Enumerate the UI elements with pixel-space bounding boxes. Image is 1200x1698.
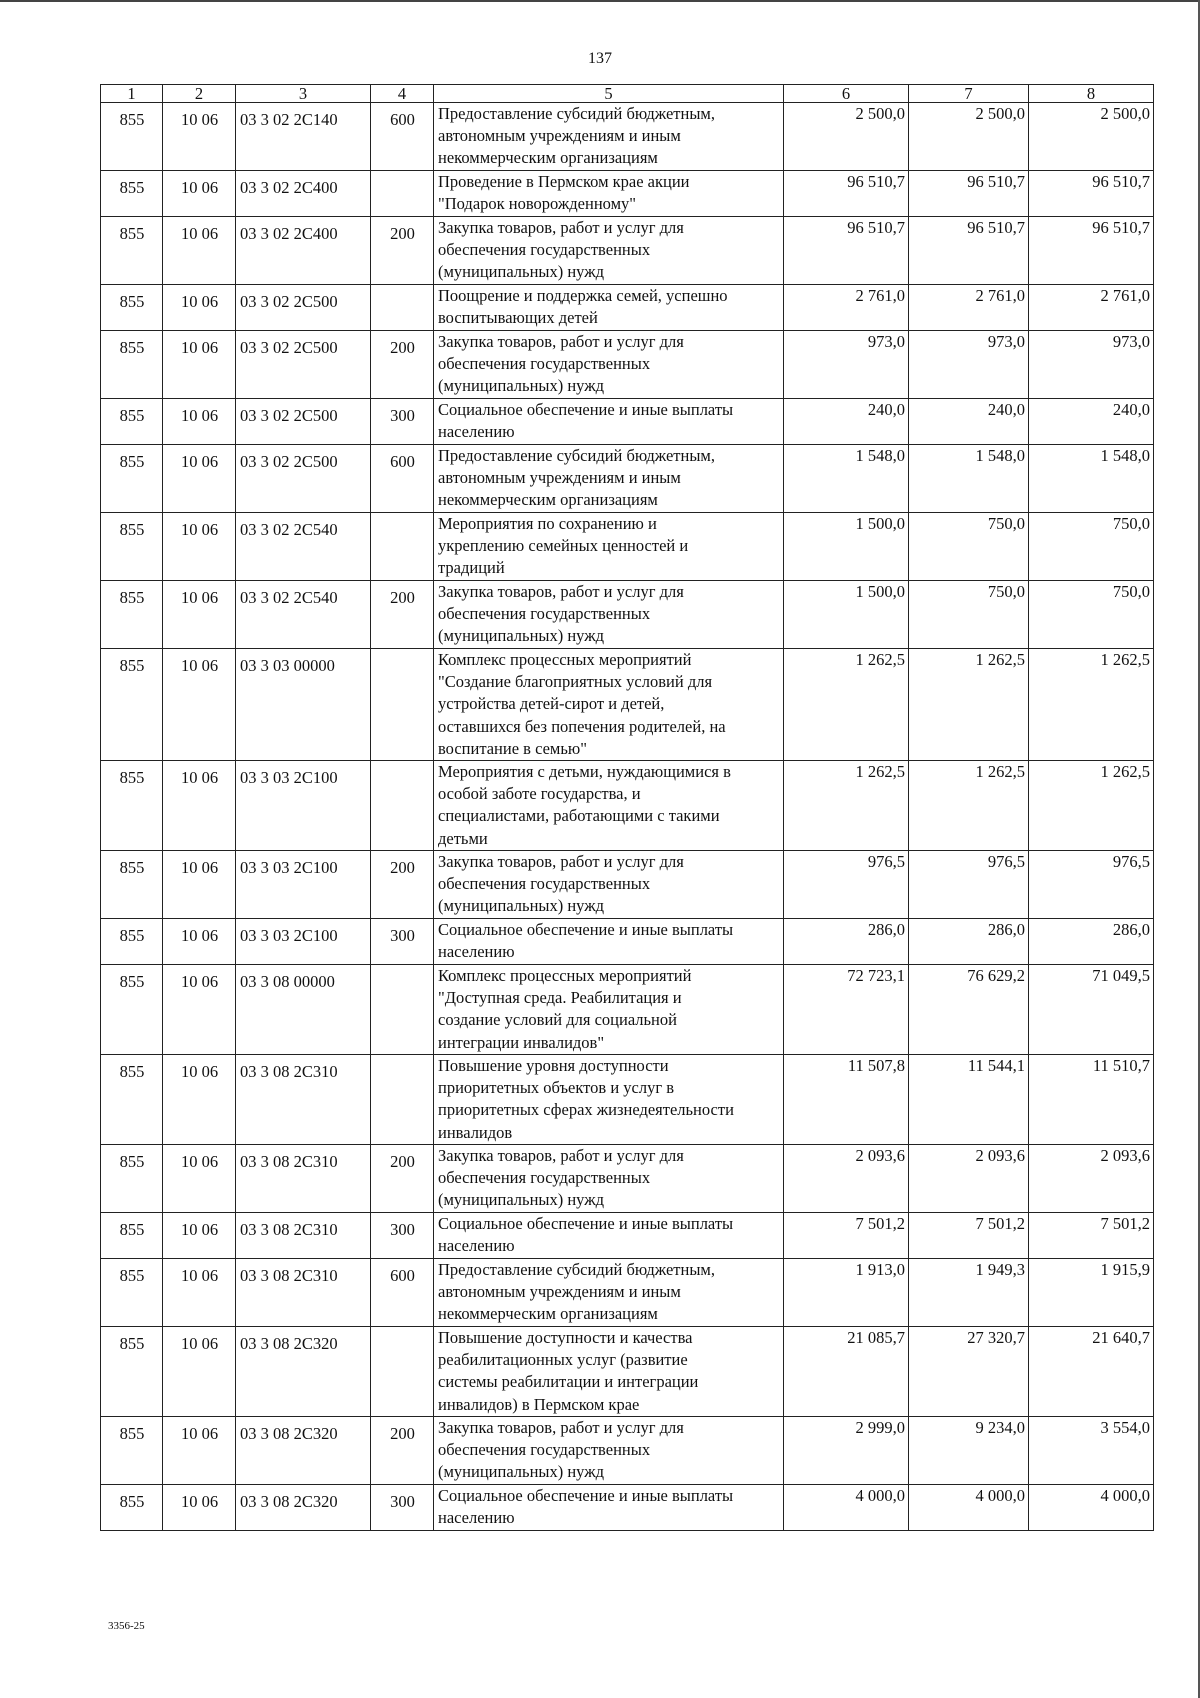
amount-col-8-cell: 2 500,0: [1029, 103, 1154, 171]
description-cell: [434, 1145, 784, 1213]
target-article-cell: 03 3 08 2С320: [236, 1327, 371, 1417]
amount-col-6-cell: 2 999,0: [784, 1417, 909, 1485]
expense-type-cell: [371, 965, 434, 1055]
amount-col-7-cell: 9 234,0: [909, 1417, 1029, 1485]
section-code-cell: 10 06: [163, 1145, 236, 1213]
ministry-code-cell: 855: [101, 581, 163, 649]
amount-col-7-cell: 1 262,5: [909, 761, 1029, 851]
target-article-cell: 03 3 03 2С100: [236, 761, 371, 851]
description-line: (муниципальных) нужд: [438, 626, 605, 646]
ministry-code-cell: 855: [101, 649, 163, 761]
table-row: [101, 965, 1154, 1055]
section-code-cell: 10 06: [163, 217, 236, 285]
table-row: [101, 761, 1154, 851]
amount-col-6-cell: 2 500,0: [784, 103, 909, 171]
description-line: автономным учреждениям и иным: [438, 1282, 681, 1302]
description-line: (муниципальных) нужд: [438, 262, 605, 282]
amount-col-8-cell: 2 093,6: [1029, 1145, 1154, 1213]
target-article-cell: 03 3 03 00000: [236, 649, 371, 761]
amount-col-7-cell: 11 544,1: [909, 1055, 1029, 1145]
description-line: обеспечения государственных: [438, 874, 651, 894]
scan-edge-top: [0, 0, 1200, 2]
budget-table: [100, 84, 1154, 1531]
description-line: Мероприятия по сохранению и: [438, 514, 657, 533]
description-line: населению: [438, 1508, 515, 1528]
amount-col-7-cell: 2 500,0: [909, 103, 1029, 171]
description-line: некоммерческим организациям: [438, 148, 658, 168]
table-row: [101, 399, 1154, 445]
description-line: реабилитационных услуг (развитие: [438, 1350, 688, 1370]
description-line: Закупка товаров, работ и услуг для: [438, 1418, 684, 1438]
description-line: (муниципальных) нужд: [438, 896, 605, 916]
header-col-4: 4: [371, 85, 434, 103]
description-line: (муниципальных) нужд: [438, 376, 605, 396]
description-line: инвалидов) в Пермском крае: [438, 1394, 640, 1414]
amount-col-7-cell: 286,0: [909, 919, 1029, 965]
section-code-cell: 10 06: [163, 103, 236, 171]
ministry-code-cell: 855: [101, 1417, 163, 1485]
header-col-5: 5: [434, 85, 784, 103]
section-code-cell: 10 06: [163, 1417, 236, 1485]
amount-col-7-cell: 96 510,7: [909, 217, 1029, 285]
table-row: [101, 1213, 1154, 1259]
amount-col-7-cell: 240,0: [909, 399, 1029, 445]
description-line: Проведение в Пермском крае акции: [438, 172, 690, 191]
header-col-3: 3: [236, 85, 371, 103]
description-cell: [434, 1055, 784, 1145]
table-row: [101, 851, 1154, 919]
description-line: Социальное обеспечение и иные выплаты: [438, 920, 734, 940]
section-code-cell: 10 06: [163, 1485, 236, 1531]
ministry-code-cell: 855: [101, 331, 163, 399]
description-line: Закупка товаров, работ и услуг для: [438, 582, 684, 601]
amount-col-8-cell: 2 761,0: [1029, 285, 1154, 331]
section-code-cell: 10 06: [163, 171, 236, 217]
amount-col-6-cell: 1 548,0: [784, 445, 909, 513]
description-line: приоритетных сферах жизнедеятельности: [438, 1100, 734, 1120]
description-line: населению: [438, 942, 515, 962]
target-article-cell: 03 3 02 2С500: [236, 445, 371, 513]
expense-type-cell: 300: [371, 399, 434, 445]
ministry-code-cell: 855: [101, 285, 163, 331]
target-article-cell: 03 3 02 2С140: [236, 103, 371, 171]
section-code-cell: 10 06: [163, 649, 236, 761]
table-row: [101, 1145, 1154, 1213]
description-cell: [434, 217, 784, 285]
description-line: интеграции инвалидов": [438, 1032, 605, 1052]
expense-type-cell: [371, 285, 434, 331]
target-article-cell: 03 3 03 2С100: [236, 919, 371, 965]
section-code-cell: 10 06: [163, 331, 236, 399]
amount-col-6-cell: 976,5: [784, 851, 909, 919]
description-line: особой заботе государства, и: [438, 784, 641, 804]
description-line: Социальное обеспечение и иные выплаты: [438, 1214, 734, 1234]
amount-col-7-cell: 2 093,6: [909, 1145, 1029, 1213]
section-code-cell: 10 06: [163, 851, 236, 919]
description-line: системы реабилитации и интеграции: [438, 1372, 699, 1392]
table-row: [101, 1327, 1154, 1417]
description-line: населению: [438, 1236, 515, 1256]
section-code-cell: 10 06: [163, 399, 236, 445]
amount-col-6-cell: 240,0: [784, 399, 909, 445]
table-row: [101, 581, 1154, 649]
section-code-cell: 10 06: [163, 285, 236, 331]
table-row: [101, 285, 1154, 331]
ministry-code-cell: 855: [101, 1259, 163, 1327]
description-cell: [434, 1485, 784, 1531]
amount-col-7-cell: 973,0: [909, 331, 1029, 399]
table-row: [101, 649, 1154, 761]
description-cell: [434, 399, 784, 445]
description-line: обеспечения государственных: [438, 354, 651, 374]
amount-col-6-cell: 11 507,8: [784, 1055, 909, 1145]
ministry-code-cell: 855: [101, 171, 163, 217]
amount-col-6-cell: 96 510,7: [784, 171, 909, 217]
description-line: некоммерческим организациям: [438, 490, 658, 510]
table-row: [101, 1417, 1154, 1485]
description-line: "Создание благоприятных условий для: [438, 672, 713, 692]
description-cell: [434, 331, 784, 399]
target-article-cell: 03 3 02 2С540: [236, 513, 371, 581]
description-line: создание условий для социальной: [438, 1010, 677, 1030]
table-row: [101, 217, 1154, 285]
description-line: Предоставление субсидий бюджетным,: [438, 446, 715, 465]
target-article-cell: 03 3 02 2С400: [236, 217, 371, 285]
expense-type-cell: 600: [371, 445, 434, 513]
description-line: обеспечения государственных: [438, 240, 651, 260]
target-article-cell: 03 3 03 2С100: [236, 851, 371, 919]
description-line: детьми: [438, 828, 488, 848]
section-code-cell: 10 06: [163, 1327, 236, 1417]
amount-col-7-cell: 4 000,0: [909, 1485, 1029, 1531]
amount-col-6-cell: 2 093,6: [784, 1145, 909, 1213]
ministry-code-cell: 855: [101, 1327, 163, 1417]
amount-col-8-cell: 1 915,9: [1029, 1259, 1154, 1327]
header-col-6: 6: [784, 85, 909, 103]
target-article-cell: 03 3 08 2С310: [236, 1145, 371, 1213]
description-line: воспитывающих детей: [438, 308, 598, 328]
table-row: [101, 513, 1154, 581]
section-code-cell: 10 06: [163, 581, 236, 649]
description-line: воспитание в семью": [438, 738, 587, 758]
amount-col-6-cell: 7 501,2: [784, 1213, 909, 1259]
target-article-cell: 03 3 08 2С320: [236, 1485, 371, 1531]
amount-col-6-cell: 72 723,1: [784, 965, 909, 1055]
description-line: устройства детей-сирот и детей,: [438, 694, 665, 714]
expense-type-cell: 300: [371, 919, 434, 965]
amount-col-7-cell: 750,0: [909, 581, 1029, 649]
ministry-code-cell: 855: [101, 103, 163, 171]
ministry-code-cell: 855: [101, 1485, 163, 1531]
ministry-code-cell: 855: [101, 217, 163, 285]
ministry-code-cell: 855: [101, 399, 163, 445]
amount-col-8-cell: 240,0: [1029, 399, 1154, 445]
table-row: [101, 1485, 1154, 1531]
amount-col-6-cell: 96 510,7: [784, 217, 909, 285]
description-cell: [434, 285, 784, 331]
description-line: автономным учреждениям и иным: [438, 126, 681, 146]
description-cell: [434, 649, 784, 761]
table-row: [101, 103, 1154, 171]
section-code-cell: 10 06: [163, 919, 236, 965]
amount-col-8-cell: 7 501,2: [1029, 1213, 1154, 1259]
description-cell: [434, 1327, 784, 1417]
target-article-cell: 03 3 02 2С500: [236, 331, 371, 399]
amount-col-8-cell: 71 049,5: [1029, 965, 1154, 1055]
description-line: обеспечения государственных: [438, 604, 651, 624]
table-row: [101, 445, 1154, 513]
amount-col-8-cell: 3 554,0: [1029, 1417, 1154, 1485]
table-row: [101, 919, 1154, 965]
header-col-8: 8: [1029, 85, 1154, 103]
target-article-cell: 03 3 08 2С320: [236, 1417, 371, 1485]
header-col-7: 7: [909, 85, 1029, 103]
amount-col-7-cell: 96 510,7: [909, 171, 1029, 217]
description-line: Поощрение и поддержка семей, успешно: [438, 286, 728, 305]
description-line: специалистами, работающими с такими: [438, 806, 720, 826]
description-line: традиций: [438, 558, 505, 578]
amount-col-6-cell: 1 500,0: [784, 581, 909, 649]
header-col-1: 1: [101, 85, 163, 103]
amount-col-7-cell: 27 320,7: [909, 1327, 1029, 1417]
description-line: обеспечения государственных: [438, 1168, 651, 1188]
amount-col-7-cell: 1 262,5: [909, 649, 1029, 761]
description-line: Закупка товаров, работ и услуг для: [438, 218, 684, 237]
target-article-cell: 03 3 02 2С540: [236, 581, 371, 649]
ministry-code-cell: 855: [101, 965, 163, 1055]
description-line: инвалидов: [438, 1122, 513, 1142]
description-cell: [434, 1259, 784, 1327]
expense-type-cell: 200: [371, 581, 434, 649]
description-cell: [434, 171, 784, 217]
description-line: укреплению семейных ценностей и: [438, 536, 689, 556]
description-line: Повышение уровня доступности: [438, 1056, 669, 1076]
description-line: Закупка товаров, работ и услуг для: [438, 1146, 684, 1166]
ministry-code-cell: 855: [101, 919, 163, 965]
description-cell: [434, 851, 784, 919]
description-cell: [434, 445, 784, 513]
target-article-cell: 03 3 08 2С310: [236, 1213, 371, 1259]
expense-type-cell: [371, 513, 434, 581]
amount-col-6-cell: 973,0: [784, 331, 909, 399]
amount-col-6-cell: 1 262,5: [784, 761, 909, 851]
description-line: населению: [438, 422, 515, 442]
amount-col-7-cell: 76 629,2: [909, 965, 1029, 1055]
description-line: (муниципальных) нужд: [438, 1190, 605, 1210]
description-cell: [434, 1417, 784, 1485]
table-row: [101, 171, 1154, 217]
expense-type-cell: 200: [371, 851, 434, 919]
description-cell: [434, 513, 784, 581]
amount-col-6-cell: 1 913,0: [784, 1259, 909, 1327]
amount-col-8-cell: 1 548,0: [1029, 445, 1154, 513]
table-row: [101, 1055, 1154, 1145]
amount-col-8-cell: 1 262,5: [1029, 649, 1154, 761]
amount-col-7-cell: 7 501,2: [909, 1213, 1029, 1259]
target-article-cell: 03 3 02 2С500: [236, 399, 371, 445]
amount-col-8-cell: 976,5: [1029, 851, 1154, 919]
amount-col-7-cell: 750,0: [909, 513, 1029, 581]
amount-col-8-cell: 750,0: [1029, 513, 1154, 581]
section-code-cell: 10 06: [163, 445, 236, 513]
ministry-code-cell: 855: [101, 761, 163, 851]
ministry-code-cell: 855: [101, 1145, 163, 1213]
table-body: [101, 85, 1154, 1531]
header-col-2: 2: [163, 85, 236, 103]
description-cell: [434, 919, 784, 965]
section-code-cell: 10 06: [163, 1213, 236, 1259]
amount-col-8-cell: 11 510,7: [1029, 1055, 1154, 1145]
description-line: Социальное обеспечение и иные выплаты: [438, 400, 734, 419]
amount-col-6-cell: 1 262,5: [784, 649, 909, 761]
expense-type-cell: [371, 171, 434, 217]
description-line: Закупка товаров, работ и услуг для: [438, 332, 684, 351]
amount-col-6-cell: 4 000,0: [784, 1485, 909, 1531]
amount-col-8-cell: 21 640,7: [1029, 1327, 1154, 1417]
description-line: некоммерческим организациям: [438, 1304, 658, 1324]
amount-col-6-cell: 2 761,0: [784, 285, 909, 331]
target-article-cell: 03 3 02 2С400: [236, 171, 371, 217]
amount-col-7-cell: 2 761,0: [909, 285, 1029, 331]
amount-col-7-cell: 1 548,0: [909, 445, 1029, 513]
expense-type-cell: 300: [371, 1213, 434, 1259]
target-article-cell: 03 3 02 2С500: [236, 285, 371, 331]
ministry-code-cell: 855: [101, 851, 163, 919]
description-line: Предоставление субсидий бюджетным,: [438, 104, 715, 123]
amount-col-7-cell: 976,5: [909, 851, 1029, 919]
description-cell: [434, 103, 784, 171]
expense-type-cell: [371, 1055, 434, 1145]
ministry-code-cell: 855: [101, 1055, 163, 1145]
ministry-code-cell: 855: [101, 513, 163, 581]
expense-type-cell: [371, 649, 434, 761]
target-article-cell: 03 3 08 2С310: [236, 1259, 371, 1327]
document-code: 3356-25: [108, 1620, 145, 1632]
expense-type-cell: 200: [371, 1145, 434, 1213]
section-code-cell: 10 06: [163, 965, 236, 1055]
description-line: (муниципальных) нужд: [438, 1462, 605, 1482]
description-line: Социальное обеспечение и иные выплаты: [438, 1486, 734, 1506]
amount-col-6-cell: 286,0: [784, 919, 909, 965]
description-cell: [434, 1213, 784, 1259]
ministry-code-cell: 855: [101, 445, 163, 513]
description-line: Комплекс процессных мероприятий: [438, 650, 692, 669]
amount-col-8-cell: 286,0: [1029, 919, 1154, 965]
table-row: [101, 331, 1154, 399]
description-line: Мероприятия с детьми, нуждающимися в: [438, 762, 731, 782]
expense-type-cell: 300: [371, 1485, 434, 1531]
description-line: "Доступная среда. Реабилитация и: [438, 988, 682, 1008]
page-number: 137: [588, 50, 612, 67]
ministry-code-cell: 855: [101, 1213, 163, 1259]
expense-type-cell: 600: [371, 1259, 434, 1327]
description-line: приоритетных объектов и услуг в: [438, 1078, 675, 1098]
description-line: Повышение доступности и качества: [438, 1328, 693, 1348]
description-line: обеспечения государственных: [438, 1440, 651, 1460]
amount-col-8-cell: 1 262,5: [1029, 761, 1154, 851]
amount-col-8-cell: 96 510,7: [1029, 217, 1154, 285]
target-article-cell: 03 3 08 00000: [236, 965, 371, 1055]
expense-type-cell: 200: [371, 1417, 434, 1485]
section-code-cell: 10 06: [163, 513, 236, 581]
expense-type-cell: [371, 1327, 434, 1417]
amount-col-8-cell: 973,0: [1029, 331, 1154, 399]
section-code-cell: 10 06: [163, 1259, 236, 1327]
description-line: Предоставление субсидий бюджетным,: [438, 1260, 715, 1280]
description-cell: [434, 761, 784, 851]
amount-col-7-cell: 1 949,3: [909, 1259, 1029, 1327]
amount-col-6-cell: 21 085,7: [784, 1327, 909, 1417]
expense-type-cell: 200: [371, 331, 434, 399]
description-cell: [434, 965, 784, 1055]
description-line: Комплекс процессных мероприятий: [438, 966, 692, 986]
amount-col-8-cell: 4 000,0: [1029, 1485, 1154, 1531]
amount-col-6-cell: 1 500,0: [784, 513, 909, 581]
description-cell: [434, 581, 784, 649]
expense-type-cell: 600: [371, 103, 434, 171]
description-line: автономным учреждениям и иным: [438, 468, 681, 488]
section-code-cell: 10 06: [163, 1055, 236, 1145]
amount-col-8-cell: 96 510,7: [1029, 171, 1154, 217]
description-line: оставшихся без попечения родителей, на: [438, 716, 726, 736]
section-code-cell: 10 06: [163, 761, 236, 851]
expense-type-cell: [371, 761, 434, 851]
target-article-cell: 03 3 08 2С310: [236, 1055, 371, 1145]
table-row: [101, 1259, 1154, 1327]
description-line: "Подарок новорожденному": [438, 194, 637, 214]
expense-type-cell: 200: [371, 217, 434, 285]
description-line: Закупка товаров, работ и услуг для: [438, 852, 684, 872]
amount-col-8-cell: 750,0: [1029, 581, 1154, 649]
header-row: [101, 85, 1154, 103]
